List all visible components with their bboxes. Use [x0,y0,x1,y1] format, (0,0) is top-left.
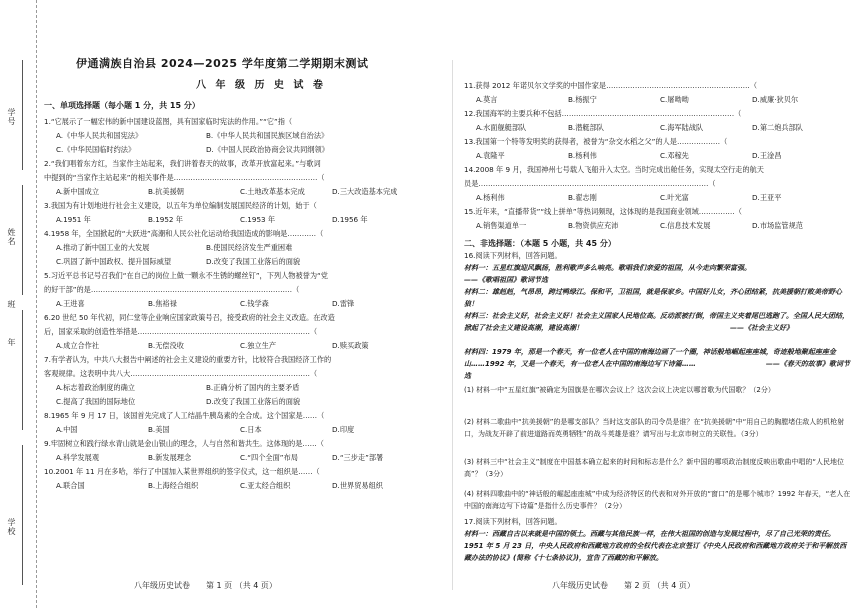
answer-option[interactable]: D.市场监管规范 [752,221,803,230]
answer-option[interactable]: C.日本 [240,425,262,434]
answer-option[interactable]: D.王亚平 [752,193,782,202]
answer-option[interactable]: A.《中华人民共和国宪法》 [56,131,143,140]
answer-option[interactable]: A.王进喜 [56,299,85,308]
answer-option[interactable]: A.成立合作社 [56,341,100,350]
footer-page-2: 八年级历史试卷 第 2 页 （共 4 页） [552,581,695,590]
answer-option[interactable]: B.无偿没收 [148,341,184,350]
answer-option[interactable]: C.“四个全面”布局 [240,453,298,462]
q16-material-2: 材料二：雄赳赳，气昂昂，跨过鸭绿江。保和平，卫祖国，就是保家乡。中国好儿女，齐心团结紧，抗美援朝打败美帝野心狼！ [464,288,842,308]
question-stem-cont: 的好干部”的是…………………………………………………………………………（ [44,285,300,294]
label-nian: 年 [7,338,16,347]
label-ban: 班 [7,300,16,309]
question-stem-cont: 中提到的“当家作主站起来”的相关事件是……………………………………………………（ [44,173,325,182]
school-line [22,445,23,585]
exam-title: 伊通满族自治县 2024—2025 学年度第二学期期末测试 [76,57,369,70]
answer-option[interactable]: A.袁隆平 [476,151,505,160]
q16-material-4: 材料四：1979 年，那是一个春天，有一位老人在中国的南海边画了一个圈，神话般地崛起座座城，奇迹般地聚起座座金山……1992 年，又是一个春天，有一位老人在中国的南海边写下诗篇…… ——《春天的故事》歌词节选 [464,348,850,380]
answer-option[interactable]: D.1956 年 [332,215,368,224]
page-two [456,0,860,608]
answer-option[interactable]: A.水面舰艇部队 [476,123,527,132]
answer-option[interactable]: C.土地改革基本完成 [240,187,305,196]
q16-sub-3: (3) 材料三中“社会主义”制度在中国基本确立起来的时间和标志是什么？新中国的哪项政治制度反映出歌曲中唱的“人民地位高”？（3分） [464,458,845,478]
question-stem: 12.我国海军的主要兵种不包括………………………………………………………………（ [464,109,742,118]
question-stem: 13.我国第一个特等发明奖的获得者，被誉为“杂交水稻之父”的人是………………（ [464,137,728,146]
answer-option[interactable]: B.翟志刚 [568,193,597,202]
answer-option[interactable]: D.第二炮兵部队 [752,123,803,132]
answer-option[interactable]: A.1951 年 [56,215,91,224]
answer-option[interactable]: B.抗美援朝 [148,187,184,196]
answer-option[interactable]: A.标志着政治制度的确立 [56,383,135,392]
answer-option[interactable]: A.销售渠道单一 [476,221,527,230]
question-stem: 2.“我们唱着东方红，当家作主站起来，我们讲着春天的故事，改革开放富起来。”与歌词 [44,159,321,168]
q16-sub-1: (1) 材料一中“五星红旗”被确定为国旗是在哪次会议上？这次会议上决定以哪首歌为代国歌？（2分） [464,386,775,394]
answer-option[interactable]: B.《中华人民共和国民族区域自治法》 [206,131,329,140]
q16-material-1: 材料一：五星红旗迎风飘扬，胜利歌声多么响亮。歌唱我们亲爱的祖国，从今走向繁荣富强。 ——《歌唱祖国》歌词节选 [464,264,860,284]
question-stem: 11.获得 2012 年诺贝尔文学奖的中国作家是……………………………………………………（ [464,81,758,90]
q16-heading: 16.阅读下列材料，回答问题。 [464,251,562,260]
question-stem: 3.我国为有计划地进行社会主义建设，以五年为单位编制发展国民经济的计划，始于（ [44,201,317,210]
answer-option[interactable]: D.改变了我国工业落后的面貌 [206,257,301,266]
question-stem: 8.1965 年 9 月 17 日，该国首先完成了人工结晶牛胰岛素的全合成。这个国家是……（ [44,411,325,420]
section-one-heading: 一、单项选择题（每小题 1 分，共 15 分） [44,101,200,110]
answer-option[interactable]: B.使国民经济发生严重困难 [206,243,293,252]
answer-option[interactable]: D.印度 [332,425,355,434]
exam-subtitle: 八 年 级 历 史 试 卷 [196,80,326,91]
answer-option[interactable]: C.1953 年 [240,215,276,224]
xingming-line [22,185,23,295]
answer-option[interactable]: B.物资供应充沛 [568,221,619,230]
label-xingming: 姓名 [7,228,16,246]
q17-heading: 17.阅读下列材料，回答问题。 [464,517,562,526]
answer-option[interactable]: B.潜艇部队 [568,123,604,132]
answer-option[interactable]: D.《中国人民政治协商会议共同纲领》 [206,145,329,154]
question-stem: 5.习近平总书记号召我们“在自己的岗位上做一颗永不生锈的螺丝钉”，下列人物被誉为“党 [44,271,328,280]
answer-option[interactable]: A.中国 [56,425,78,434]
answer-option[interactable]: D.三大改造基本完成 [332,187,398,196]
answer-option[interactable]: C.屠呦呦 [660,95,689,104]
question-stem-cont: 员是……………………………………………………………………………………（ [464,179,716,188]
question-stem-cont: 后，国家采取的创造性举措是………………………………………………………………（ [44,327,318,336]
footer-page-1: 八年级历史试卷 第 1 页 （共 4 页） [134,581,277,590]
answer-option[interactable]: A.科学发展观 [56,453,100,462]
answer-option[interactable]: D.“三步走”部署 [332,453,384,462]
answer-option[interactable]: B.焦裕禄 [148,299,177,308]
answer-option[interactable]: D.改变了我国工业落后的面貌 [206,397,301,406]
answer-option[interactable]: B.新发展理念 [148,453,192,462]
answer-option[interactable]: C.《中华民国临时约法》 [56,145,136,154]
answer-option[interactable]: B.杨利伟 [568,151,597,160]
answer-option[interactable]: D.赎买政策 [332,341,369,350]
answer-option[interactable]: C.巩固了新中国政权、提升国际威望 [56,257,172,266]
answer-option[interactable]: A.杨利伟 [476,193,505,202]
answer-option[interactable]: B.正确分析了国内的主要矛盾 [206,383,300,392]
label-xuexiao: 学校 [7,518,16,536]
question-stem: 15.近年来，“直播带货”“线上拼单”等热词频现，这体现的是我国商业领域……………（ [464,207,742,216]
q16-sub-4: (4) 材料四歌曲中的“神话般的崛起座座城”中成为经济特区的代表和对外开放的“窗口”的是哪个城市？1992 年春天，“老人在中国的南海边写下诗篇”是指什么历史事件？（2分） [464,490,851,510]
answer-option[interactable]: D.王淦昌 [752,151,782,160]
answer-option[interactable]: B.1952 年 [148,215,183,224]
label-xuehao: 学号 [7,108,16,126]
answer-option[interactable]: A.莫言 [476,95,498,104]
q16-sub-2: (2) 材料二歌曲中“抗美援朝”的是哪支部队？当时这支部队的司令员是谁？在“抗美援朝”中“用自己的胸膛堵住敌人的机枪射口，为战友开辟了前进道路而英勇牺牲”的战斗英雄是谁？请写出与北京市树立的关联性。（3分） [464,418,845,438]
binding-margin [0,0,37,608]
answer-option[interactable]: C.钱学森 [240,299,269,308]
answer-option[interactable]: A.联合国 [56,481,85,490]
answer-option[interactable]: A.新中国成立 [56,187,100,196]
q16-material-3: 材料三：社会主义好，社会主义好！社会主义国家人民地位高。反动派被打倒，帝国主义夹着尾巴逃跑了。全国人民大团结，掀起了社会主义建设高潮，建设高潮！ ——《社会主义好》 [464,312,849,332]
answer-option[interactable]: B.美国 [148,425,170,434]
question-stem: 1.“它展示了一幅宏伟的新中国建设蓝图，具有国家临时宪法的作用。”“它”指（ [44,117,293,126]
answer-option[interactable]: A.推动了新中国工业的大发展 [56,243,150,252]
question-stem: 6.20 世纪 50 年代初，同仁堂等企业响应国家政策号召，接受政府的社会主义改造。在改造 [44,313,335,322]
answer-option[interactable]: C.邓稼先 [660,151,689,160]
answer-option[interactable]: C.独立生产 [240,341,277,350]
answer-option[interactable]: B.上海经合组织 [148,481,199,490]
page-divider [452,60,453,590]
class-line [22,310,23,430]
q17-material-1: 材料一：西藏自古以来就是中国的领土。西藏与其他民族一样，在伟大祖国的创造与发展过程中，尽了自己光荣的责任。1951 年 5 月 23 日，中央人民政府和西藏地方政府的全权代表在北京签订《中央人民政府和西藏地方政府关于和平解放西藏办法的协议》(简称《十七条协议》)，宣告了西藏的和平解放。 [464,530,847,562]
answer-option[interactable]: C.信息技术发展 [660,221,711,230]
question-stem-cont: 客观规律。这表明中共八大…………………………………………………………………（ [44,369,318,378]
answer-option[interactable]: C.亚太经合组织 [240,481,291,490]
answer-option[interactable]: D.雷锋 [332,299,355,308]
answer-option[interactable]: C.海军陆战队 [660,123,704,132]
answer-option[interactable]: B.杨振宁 [568,95,597,104]
page-one [36,0,446,608]
answer-option[interactable]: C.提高了我国的国际地位 [56,397,136,406]
question-stem: 7.有学者认为，中共八大报告中阐述的社会主义建设的重要方针，比较符合我国经济工作的 [44,355,332,364]
question-stem: 9.牢固树立和践行绿水青山就是金山银山的理念，人与自然和谐共生。这体现的是……（ [44,439,324,448]
answer-option[interactable]: C.叶光富 [660,193,689,202]
section-two-heading: 二、非选择题：（本题 5 小题，共 45 分） [464,239,616,248]
answer-option[interactable]: D.世界贸易组织 [332,481,383,490]
question-stem: 14.2008 年 9 月，我国神州七号载人飞船升入太空。当时完成出舱任务，实现太空行走的航天 [464,165,764,174]
xuehao-line [22,60,23,170]
answer-option[interactable]: D.威廉·狄贝尔 [752,95,799,104]
question-stem: 10.2001 年 11 月在多哈，举行了中国加入某世界组织的签字仪式，这一组织是……（ [44,467,320,476]
question-stem: 4.1958 年，全国掀起的“大跃进”高潮和人民公社化运动给我国造成的影响是…………（ [44,229,324,238]
